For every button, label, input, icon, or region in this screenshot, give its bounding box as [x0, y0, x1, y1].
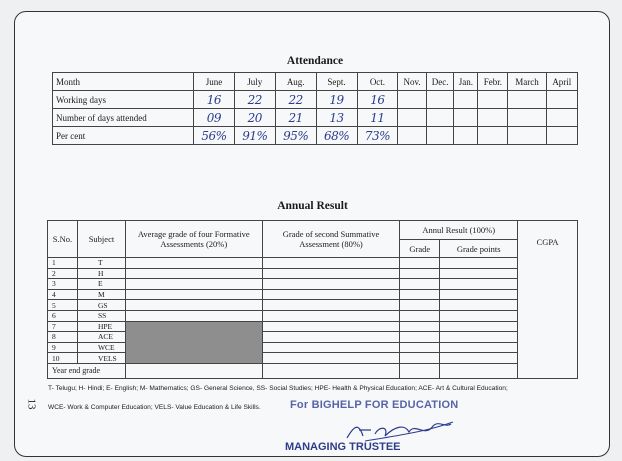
grade-cell	[400, 342, 440, 353]
row-sno: 7	[48, 321, 78, 332]
working-days-dec	[426, 91, 454, 109]
grade-cell	[400, 321, 440, 332]
summative-cell	[262, 289, 400, 300]
summative-cell	[262, 332, 400, 343]
table-row	[48, 289, 578, 300]
row-sno: 6	[48, 310, 78, 321]
month-march: March	[508, 73, 546, 91]
grade-cell	[400, 363, 440, 378]
formative-cell	[125, 289, 262, 300]
page-number: 13	[25, 398, 38, 410]
formative-cell	[125, 279, 262, 290]
row-subject: ACE	[77, 332, 125, 343]
grade-cell	[400, 289, 440, 300]
formative-cell	[125, 363, 262, 378]
per-cent-label: Per cent	[53, 127, 194, 145]
per-cent-june: 56%	[194, 127, 235, 145]
summative-cell	[262, 268, 400, 279]
days-attended-oct: 11	[357, 109, 398, 127]
summative-cell	[262, 363, 400, 378]
grade-cell	[400, 279, 440, 290]
row-sno: 3	[48, 279, 78, 290]
table-row	[48, 321, 578, 332]
row-sno: 5	[48, 300, 78, 311]
working-days-row	[53, 91, 578, 109]
table-row	[48, 279, 578, 290]
working-days-oct: 16	[357, 91, 398, 109]
attendance-header-row	[53, 73, 578, 91]
result-header-row	[48, 221, 578, 240]
managing-trustee-label: MANAGING TRUSTEE	[285, 441, 401, 453]
per-cent-sept: 68%	[316, 127, 357, 145]
grade-points-cell	[440, 289, 518, 300]
row-subject: M	[77, 289, 125, 300]
grade-cell	[400, 332, 440, 343]
table-row	[48, 268, 578, 279]
row-subject: E	[77, 279, 125, 290]
annual-result-header: Annul Result (100%)	[400, 221, 518, 240]
days-attended-aug: 21	[275, 109, 316, 127]
per-cent-march	[508, 127, 546, 145]
grade-points-cell	[440, 342, 518, 353]
subject-header: Subject	[77, 221, 125, 258]
working-days-june: 16	[194, 91, 235, 109]
cgpa-header: CGPA	[518, 221, 578, 379]
row-subject: VELS	[77, 353, 125, 364]
grade-points-cell	[440, 258, 518, 269]
per-cent-april	[546, 127, 577, 145]
per-cent-febr	[478, 127, 508, 145]
table-row	[48, 310, 578, 321]
table-row	[48, 300, 578, 311]
grade-points-cell	[440, 332, 518, 343]
table-row	[48, 258, 578, 269]
summative-header: Grade of second Summative Assessment (80%)	[262, 221, 400, 258]
grade-cell	[400, 353, 440, 364]
working-days-sept: 19	[316, 91, 357, 109]
row-sno: 1	[48, 258, 78, 269]
grade-cell	[400, 300, 440, 311]
shaded-block	[125, 321, 262, 363]
grade-points-header: Grade points	[440, 240, 518, 258]
grade-points-cell	[440, 310, 518, 321]
working-days-march	[508, 91, 546, 109]
row-sno: 2	[48, 268, 78, 279]
attendance-title: Attendance	[286, 55, 344, 67]
working-days-label: Working days	[53, 91, 194, 109]
days-attended-dec	[426, 109, 454, 127]
row-subject: GS	[77, 300, 125, 311]
row-sno: 4	[48, 289, 78, 300]
working-days-febr	[478, 91, 508, 109]
month-jan: Jan.	[454, 73, 478, 91]
month-aug: Aug.	[275, 73, 316, 91]
working-days-aug: 22	[275, 91, 316, 109]
days-attended-febr	[478, 109, 508, 127]
grade-points-cell	[440, 279, 518, 290]
month-oct: Oct.	[357, 73, 398, 91]
month-nov: Nov.	[398, 73, 426, 91]
formative-header: Average grade of four Formative Assessments (20%)	[125, 221, 262, 258]
summative-cell	[262, 279, 400, 290]
month-july: July	[234, 73, 275, 91]
annual-result-table	[47, 220, 578, 379]
row-sno: 10	[48, 353, 78, 364]
days-attended-sept: 13	[316, 109, 357, 127]
per-cent-row	[53, 127, 578, 145]
sno-header: S.No.	[48, 221, 78, 258]
working-days-april	[546, 91, 577, 109]
row-subject: SS	[77, 310, 125, 321]
row-subject: T	[77, 258, 125, 269]
per-cent-july: 91%	[234, 127, 275, 145]
abbreviations-line-1: T- Telugu; H- Hindi; E- English; M- Mathematics; GS- General Science, SS- Social Studies; HPE- Health & Physical Education; ACE- Art & Cultural Education;	[48, 385, 508, 392]
grade-cell	[400, 268, 440, 279]
month-header: Month	[53, 73, 194, 91]
grade-points-cell	[440, 363, 518, 378]
formative-cell	[125, 300, 262, 311]
summative-cell	[262, 321, 400, 332]
abbreviations-line-2: WCE- Work & Computer Education; VELS- Value Education & Life Skills.	[48, 404, 261, 411]
organization-stamp: For BIGHELP FOR EDUCATION	[290, 399, 459, 411]
year-end-label: Year end grade	[48, 363, 126, 378]
summative-cell	[262, 300, 400, 311]
per-cent-aug: 95%	[275, 127, 316, 145]
month-april: April	[546, 73, 577, 91]
per-cent-jan	[454, 127, 478, 145]
grade-points-cell	[440, 353, 518, 364]
row-subject: H	[77, 268, 125, 279]
row-subject: WCE	[77, 342, 125, 353]
month-sept: Sept.	[316, 73, 357, 91]
days-attended-july: 20	[234, 109, 275, 127]
per-cent-oct: 73%	[357, 127, 398, 145]
working-days-nov	[398, 91, 426, 109]
per-cent-nov	[398, 127, 426, 145]
grade-cell	[400, 310, 440, 321]
summative-cell	[262, 342, 400, 353]
grade-points-cell	[440, 321, 518, 332]
summative-cell	[262, 310, 400, 321]
summative-cell	[262, 353, 400, 364]
formative-cell	[125, 310, 262, 321]
days-attended-row	[53, 109, 578, 127]
row-sno: 8	[48, 332, 78, 343]
grade-points-cell	[440, 300, 518, 311]
row-sno: 9	[48, 342, 78, 353]
month-febr: Febr.	[478, 73, 508, 91]
month-dec: Dec.	[426, 73, 454, 91]
formative-cell	[125, 268, 262, 279]
days-attended-jan	[454, 109, 478, 127]
grade-points-cell	[440, 268, 518, 279]
per-cent-dec	[426, 127, 454, 145]
grade-header: Grade	[400, 240, 440, 258]
annual-result-title: Annual Result	[277, 200, 348, 212]
working-days-july: 22	[234, 91, 275, 109]
days-attended-label: Number of days attended	[53, 109, 194, 127]
days-attended-april	[546, 109, 577, 127]
grade-cell	[400, 258, 440, 269]
year-end-row	[48, 363, 578, 378]
formative-cell	[125, 258, 262, 269]
working-days-jan	[454, 91, 478, 109]
days-attended-june: 09	[194, 109, 235, 127]
month-june: June	[194, 73, 235, 91]
days-attended-march	[508, 109, 546, 127]
summative-cell	[262, 258, 400, 269]
attendance-table	[52, 72, 578, 145]
row-subject: HPE	[77, 321, 125, 332]
days-attended-nov	[398, 109, 426, 127]
